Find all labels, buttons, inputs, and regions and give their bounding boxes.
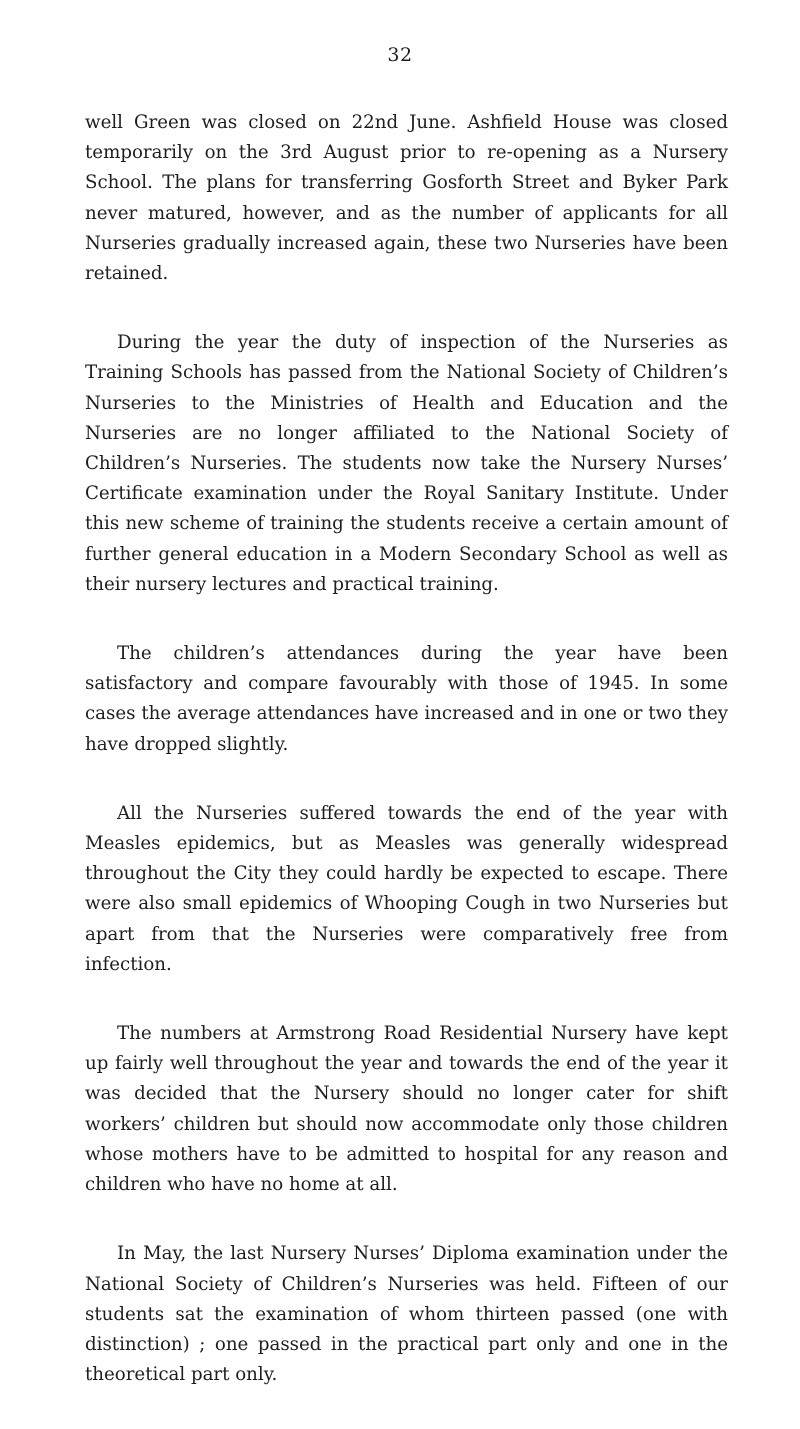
body-text [85, 108, 728, 1429]
paragraph-attendances: The children’s attendances during the year have been satisfactory and compare favourably with those of 1945. In some cases the average attendances have increased and in one or two they have dropped slightly. [85, 643, 728, 755]
paragraph-diploma-examination: In May, the last Nursery Nurses’ Diploma examination under the National Society of Children’s Nurseries was held. Fifteen of our students sat the examination of whom thirteen passed (one with distinction) ; one passed in the practical part only and one in the theoretical part only. [85, 1243, 728, 1386]
paragraph-epidemics: All the Nurseries suffered towards the end of the year with Measles epidemics, but as Measles was generally widespread throughout the City they could hardly be expected to escape. There were also small epidemics of Whooping Cough in two Nurseries but apart from that the Nurseries were comparatively free from infection. [85, 802, 728, 975]
paragraph-residential-nursery: The numbers at Armstrong Road Residential Nursery have kept up fairly well throughout the year and towards the end of the year it was decided that the Nursery should no longer cater for shift workers’ children but should now accommodate only those children whose mothers have to be admitted to hospital for any reason and children who have no home at all. [85, 1023, 728, 1196]
page-number: 32 [387, 44, 413, 66]
paragraph-training-inspection: During the year the duty of inspection of the Nurseries as Training Schools has passed from the National Society of Children’s Nurseries to the Ministries of Health and Education and the Nurseries are no longer affiliated to the National Society of Children’s Nurseries. The students now take the Nursery Nurses’ Certificate examination under the Royal Sanitary Institute. Under this new scheme of training the students receive a certain amount of further general education in a Modern Secondary School as well as their nursery lectures and practical training. [85, 332, 728, 595]
paragraph-nursery-closures: well Green was closed on 22nd June. Ashfield House was closed temporarily on the 3rd August prior to re-opening as a Nursery School. The plans for transferring Gosforth Street and Byker Park never matured, however, and as the number of applicants for all Nurseries gradually increased again, these two Nurseries have been retained. [85, 112, 728, 285]
